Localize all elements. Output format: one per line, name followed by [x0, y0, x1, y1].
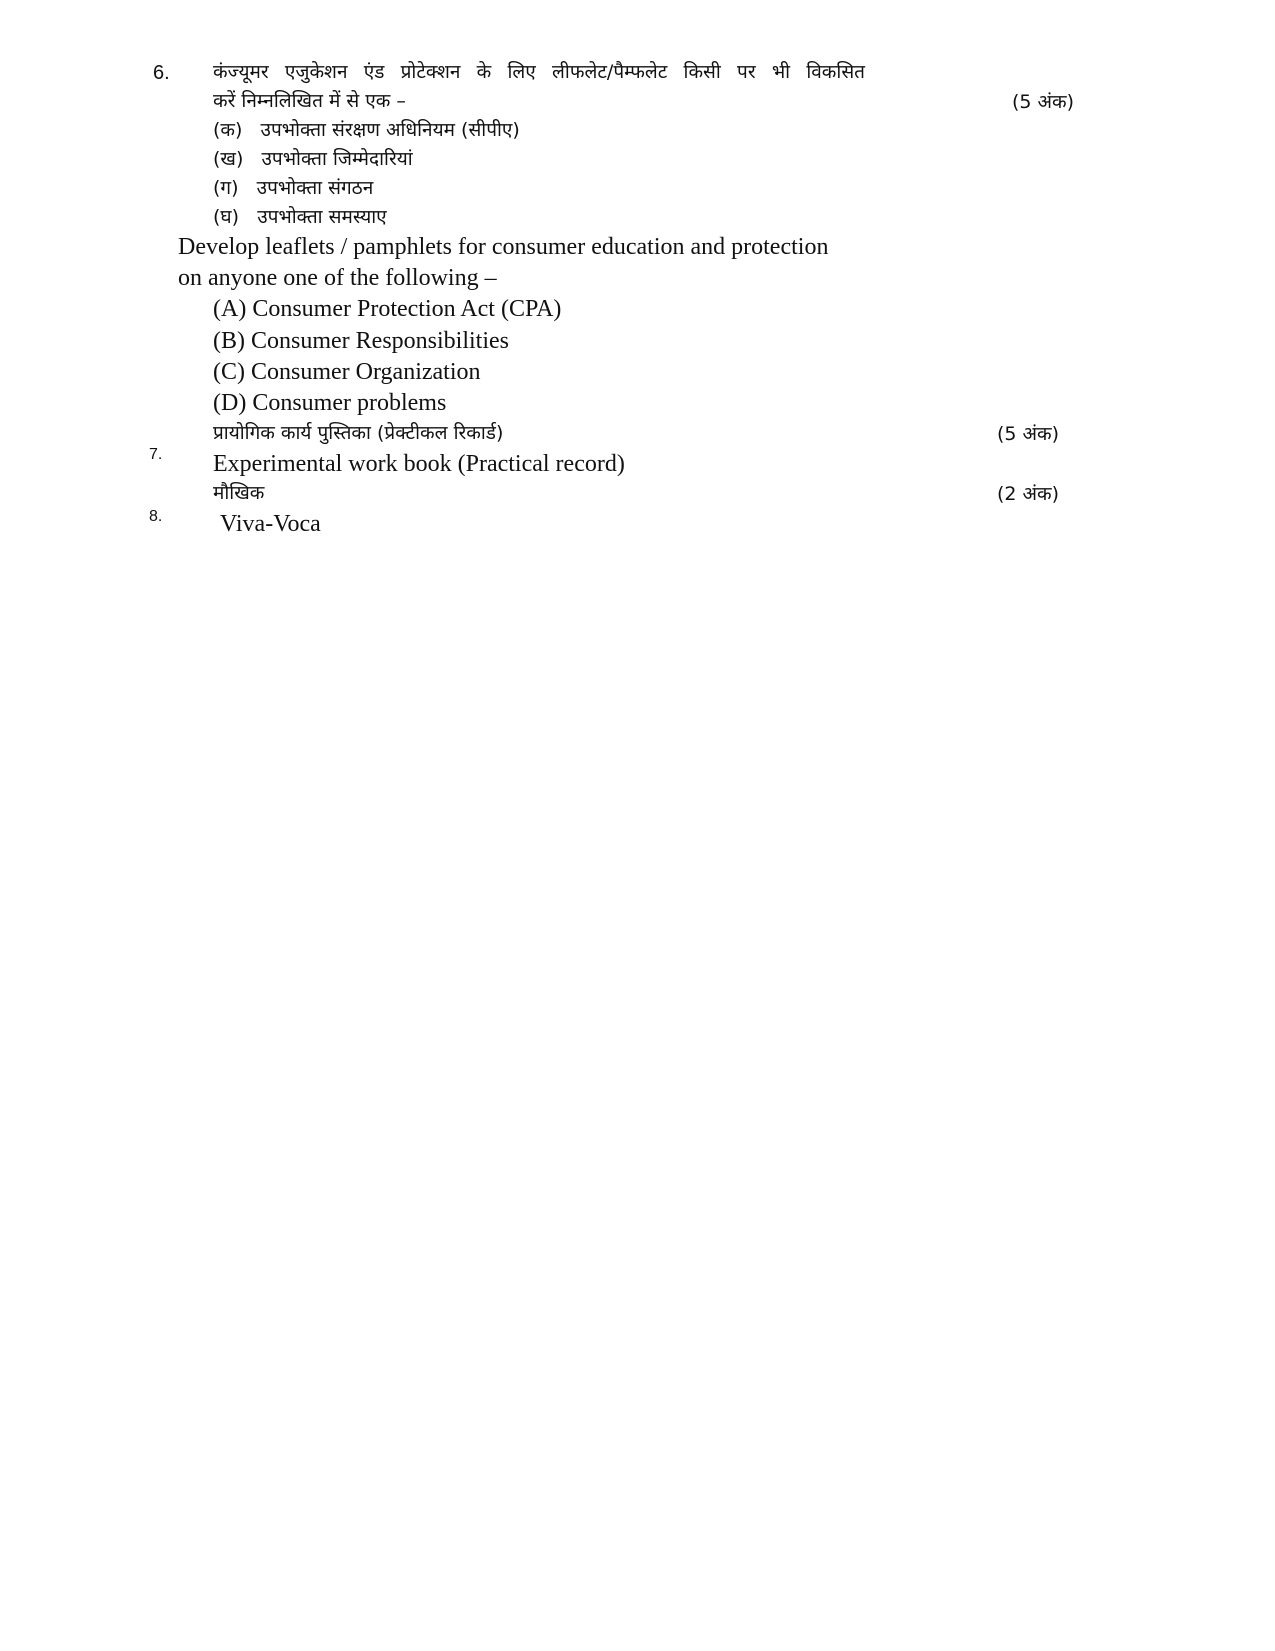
hindi-option-text: उपभोक्ता समस्याए: [257, 206, 387, 228]
hindi-option-label: (घ): [213, 206, 240, 228]
question-8-english: Viva-Voca: [220, 511, 321, 537]
hindi-option-text: उपभोक्ता संगठन: [256, 177, 374, 199]
question-8-marks: (2 अंक): [997, 483, 1060, 505]
question-7-marks: (5 अंक): [997, 423, 1060, 445]
hindi-option-4: [213, 202, 387, 232]
english-option-c: (C) Consumer Organization: [213, 359, 481, 385]
english-option-d: (D) Consumer problems: [213, 390, 447, 416]
question-7-english: Experimental work book (Practical record): [213, 451, 625, 477]
hindi-option-text: उपभोक्ता जिम्मेदारियां: [261, 148, 413, 170]
english-option-a: (A) Consumer Protection Act (CPA): [213, 296, 562, 322]
question-8-hindi: मौखिक: [213, 482, 265, 504]
english-option-b: (B) Consumer Responsibilities: [213, 328, 509, 354]
question-6-hindi-line-2: करें निम्नलिखित में से एक –: [213, 90, 406, 112]
hindi-option-1: [213, 115, 520, 145]
hindi-option-label: (ख): [213, 148, 244, 170]
question-6-hindi-line-1: कंज्यूमर एजुकेशन एंड प्रोटेक्शन के लिए लीफलेट/पैम्फलेट किसी पर भी विकसित: [213, 61, 865, 83]
question-6-english-line-1: Develop leaflets / pamphlets for consumer education and protection: [178, 234, 829, 260]
question-6-marks: (5 अंक): [1012, 91, 1075, 113]
question-6-english-line-2: on anyone one of the following –: [178, 265, 497, 291]
question-8-number: 8.: [149, 508, 163, 525]
hindi-option-label: (ग): [213, 177, 239, 199]
question-7-hindi: प्रायोगिक कार्य पुस्तिका (प्रेक्टीकल रिकार्ड): [213, 422, 504, 444]
hindi-option-label: (क): [213, 119, 243, 141]
hindi-option-3: [213, 173, 373, 203]
question-6-number: 6.: [153, 62, 170, 84]
hindi-option-text: उपभोक्ता संरक्षण अधिनियम (सीपीए): [260, 119, 520, 141]
question-7-number: 7.: [149, 446, 163, 463]
hindi-option-2: [213, 144, 413, 174]
